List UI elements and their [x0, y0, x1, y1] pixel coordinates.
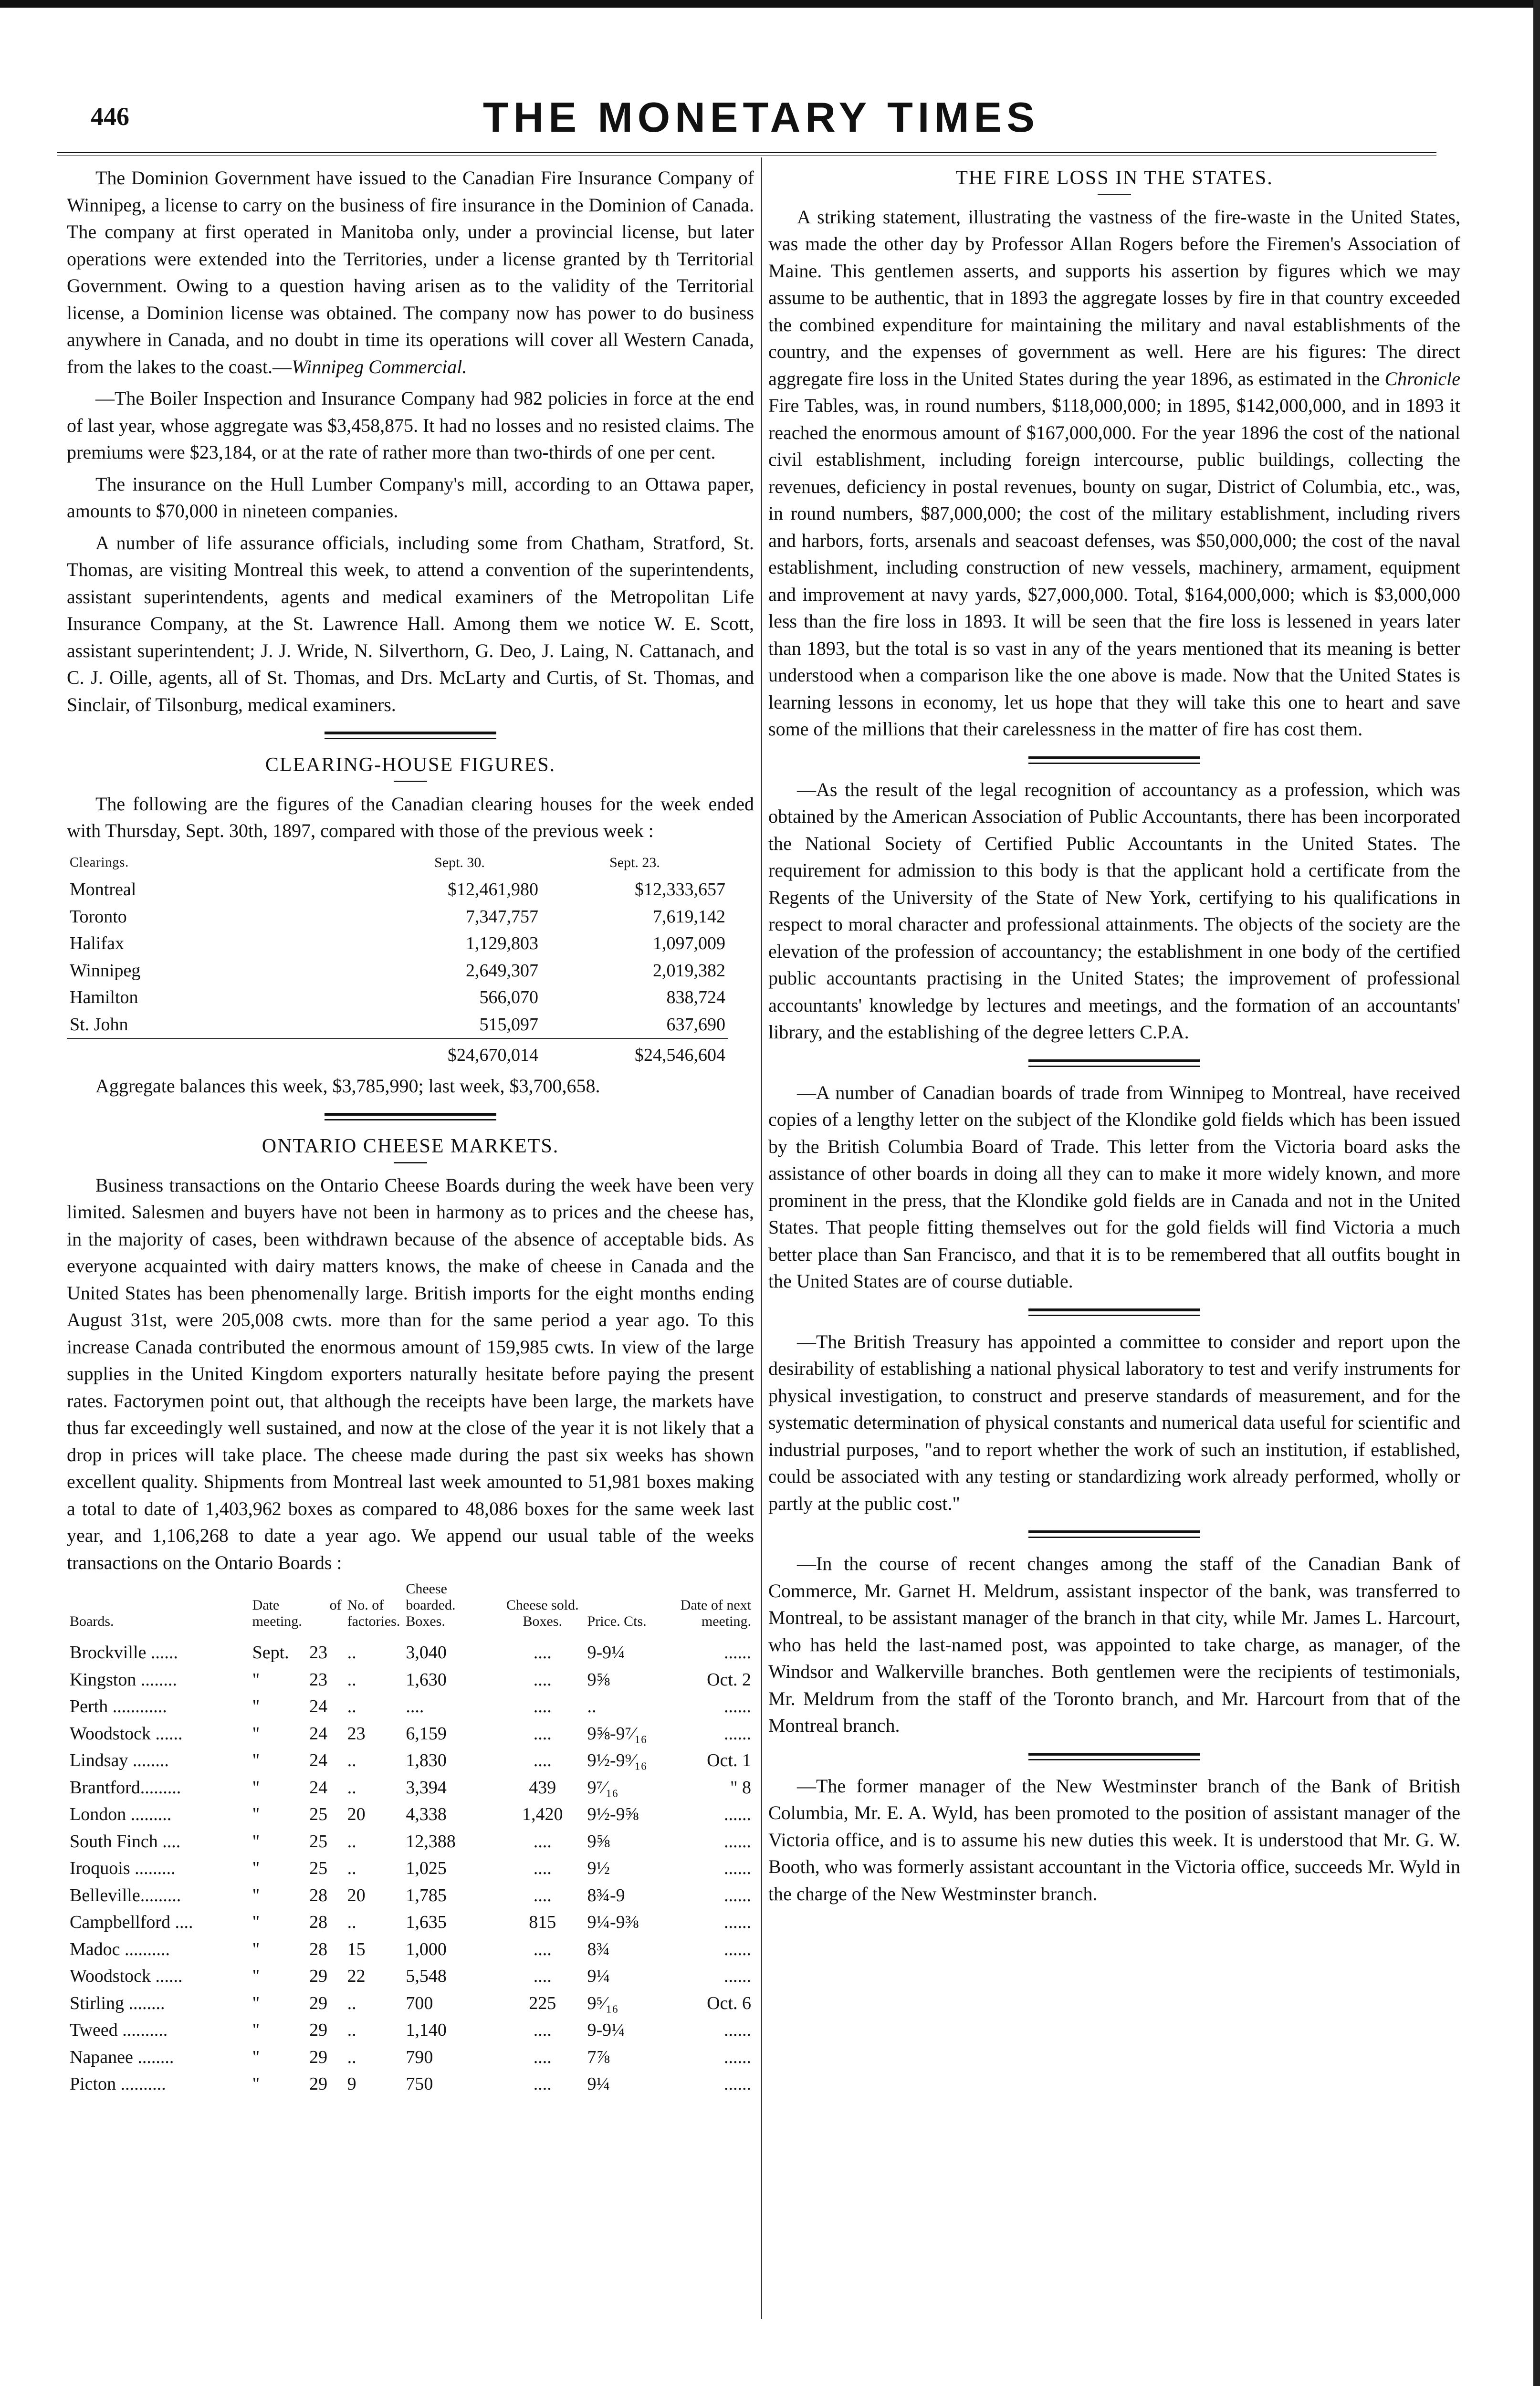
factories-count: .. [347, 2020, 356, 2040]
heading-dash [1098, 194, 1131, 195]
factories-count: 20 [347, 1885, 366, 1905]
board-name: Belleville......... [70, 1885, 181, 1905]
board-name: Madoc .......... [70, 1939, 170, 1959]
boxes-sold: 225 [529, 1993, 556, 2013]
table-row [67, 1639, 754, 1666]
meeting-day: 29 [309, 1966, 328, 1986]
aggregate-balances: Aggregate balances this week, $3,785,990; last week, $3,700,658. [95, 1075, 600, 1097]
factories-count: .. [347, 1993, 356, 2013]
left-column [67, 165, 754, 2098]
meeting-day: 25 [309, 1831, 328, 1852]
boxes-boarded: 700 [406, 1993, 433, 2013]
factories-count: .. [347, 1777, 356, 1798]
meeting-day: 25 [309, 1804, 328, 1824]
next-meeting: Oct. 2 [707, 1669, 751, 1690]
paragraph-british-treasury: —The British Treasury has appointed a committee to consider and report upon the desirability of establishing a national physical laboratory to test and verify instruments for physical investigation, to construct and preserve standards of measurement, and for the systematic determination of physical constants and numerical data useful for scientific and industrial purposes, "and to report whether the work of such an institution, if established, could be associated with any testing or standardizing work already performed, wholly or partly at the public cost." [768, 1330, 1460, 1514]
source-citation: Winnipeg Commercial. [291, 356, 467, 377]
city-name: St. John [70, 1014, 128, 1035]
price-cents: 7⅞ [587, 2047, 610, 2067]
next-meeting: ...... [724, 2047, 751, 2067]
table-row [67, 2044, 754, 2071]
city-name: Toronto [70, 906, 127, 927]
boxes-boarded: 3,394 [406, 1777, 447, 1798]
factories-count: .. [347, 1858, 356, 1878]
next-meeting: ...... [724, 1912, 751, 1932]
paragraph-hull-lumber: The insurance on the Hull Lumber Company's mill, according to an Ottawa paper, amounts to $70,000 in nineteen companies. [67, 473, 754, 522]
boxes-sold: .... [533, 2020, 552, 2040]
city-name: Montreal [70, 879, 136, 900]
board-name: Perth ............ [70, 1696, 167, 1716]
next-meeting: ...... [724, 1885, 751, 1905]
boxes-sold: .... [533, 1831, 552, 1852]
meeting-month: " [252, 2074, 260, 2094]
value-sept30: 1,129,803 [466, 933, 538, 953]
section-divider [1028, 1059, 1200, 1067]
next-meeting: ...... [724, 1939, 751, 1959]
next-meeting: ...... [724, 1696, 751, 1716]
page-number: 446 [91, 102, 129, 131]
boxes-sold: .... [533, 1750, 552, 1770]
boxes-boarded: 1,000 [406, 1939, 447, 1959]
boxes-sold: .... [533, 1966, 552, 1986]
paragraph-klondike: —A number of Canadian boards of trade from Winnipeg to Montreal, have received copies of a lengthy letter on the subject of the Klondike gold fields which has been issued by the British Columbia Board of Trade. This letter from the Victoria board asks the assistance of other boards in doing all they can to make it more widely known, and more prominent in the press, that the Klondike gold fields are in Canada and not in the United States. That people fitting themselves out for the gold fields will find Victoria a much better place than San Francisco, and that it is to be remembered that all outfits bought in the United States are of course dutiable. [768, 1081, 1460, 1292]
section-divider [1028, 756, 1200, 764]
factories-count: 15 [347, 1939, 366, 1959]
price-cents: 9½-9⅝ [587, 1804, 639, 1824]
board-name: Stirling ........ [70, 1993, 165, 2013]
boxes-sold: .... [533, 1858, 552, 1878]
meeting-day: 23 [309, 1643, 328, 1663]
paragraph-fire-insurance-license [67, 165, 754, 380]
factories-count: 22 [347, 1966, 366, 1986]
price-cents: 9⅝ [587, 1669, 610, 1690]
header-next-meeting: Date of next meeting. [680, 1597, 751, 1629]
meeting-day: 29 [309, 1993, 328, 2013]
paragraph-text: The Dominion Government have issued to the Canadian Fire Insurance Company of Winnipeg, a license to carry on the business of fire insurance in the Dominion of Canada. The company at first operated in Manitoba only, under a provincial license, but later operations were extended into the Territories, under a license granted by th Territorial Government. Owing to a question having arisen as to the validity of the Territorial license, a Dominion license was obtained. The company now has power to do business anywhere in Canada, and no doubt in time its operations will cover all Western Canada, from the lakes to the coast.— [67, 167, 754, 377]
price-cents: 9⅝ [587, 1831, 610, 1852]
heading-dash [394, 781, 427, 782]
boxes-sold: .... [533, 1939, 552, 1959]
table-row [67, 930, 728, 957]
cheese-boards-table [67, 1581, 754, 2098]
boxes-sold: 815 [529, 1912, 556, 1932]
page-header [91, 93, 1432, 146]
section-divider [1028, 1753, 1200, 1760]
meeting-month: " [252, 1993, 260, 2013]
clearing-intro: The following are the figures of the Canadian clearing houses for the week ended with Thursday, Sept. 30th, 1897, compared with those of the previous week : [67, 793, 754, 841]
meeting-month: " [252, 1939, 260, 1959]
meeting-day: 29 [309, 2020, 328, 2040]
meeting-month: " [252, 1912, 260, 1932]
table-row [67, 1855, 754, 1882]
boxes-sold: .... [533, 1669, 552, 1690]
value-sept23: 637,690 [666, 1014, 725, 1035]
board-name: Brantford......... [70, 1777, 181, 1798]
next-meeting: ...... [724, 1804, 751, 1824]
table-row [67, 903, 728, 931]
meeting-month: " [252, 1696, 260, 1716]
clearing-table [67, 849, 728, 1069]
city-name: Hamilton [70, 987, 138, 1007]
boxes-sold: .... [533, 2047, 552, 2067]
factories-count: .. [347, 1643, 356, 1663]
section-divider [325, 732, 496, 739]
total-sept23: $24,546,604 [541, 1038, 728, 1069]
meeting-day: 23 [309, 1669, 328, 1690]
table-row [67, 1909, 754, 1936]
table-row [67, 1666, 754, 1694]
table-row [67, 1011, 728, 1039]
boxes-sold: .... [533, 1885, 552, 1905]
meeting-month: " [252, 1777, 260, 1798]
masthead-title: THE MONETARY TIMES [483, 94, 1039, 141]
board-name: Woodstock ...... [70, 1966, 183, 1986]
clearing-heading: CLEARING-HOUSE FIGURES. [265, 754, 556, 776]
boxes-sold: 1,420 [522, 1804, 563, 1824]
header-boards: Boards. [70, 1613, 114, 1629]
cheese-rows [67, 1639, 754, 2098]
meeting-day: 29 [309, 2047, 328, 2067]
meeting-month: " [252, 1858, 260, 1878]
boxes-sold: .... [533, 2074, 552, 2094]
cheese-body: Business transactions on the Ontario Cheese Boards during the week have been very limited. Salesmen and buyers have not been in harmony as to prices and the cheese has, in the majority of cases, been withdrawn because of the absence of acceptable bids. As everyone acquainted with dairy matters knows, the make of cheese in Canada and the United States has been phenomenally large. British imports for the eight months ending August 31st, were 205,008 cwts. more than for the same period a year ago. To this increase Canada contributed the enormous amount of 159,985 cwts. In view of the large supplies in the United Kingdom exporters naturally hesitate before paying the present rates. Factorymen point out, that although the receipts have been large, the markets have thus far exceedingly well sustained, and now at the close of the year it is not likely that a drop in prices will take place. The cheese made during the past six weeks has shown excellent quality. Shipments from Montreal last week amounted to 51,981 boxes making a total to date of 1,403,962 boxes as compared to 48,086 boxes for the same week last year, and 1,106,268 to date a year ago. We append our usual table of the weeks transactions on the Ontario Boards : [67, 1174, 754, 1573]
price-cents: 9⁵⁄₁₆ [587, 1993, 618, 2013]
meeting-day: 28 [309, 1912, 328, 1932]
top-border [0, 0, 1540, 8]
value-sept23: 838,724 [666, 987, 725, 1007]
meeting-month: " [252, 1750, 260, 1770]
meeting-month: " [252, 1669, 260, 1690]
boxes-boarded: 5,548 [406, 1966, 447, 1986]
board-name: Lindsay ........ [70, 1750, 169, 1770]
column-divider [761, 157, 762, 2319]
heading-dash [394, 1162, 427, 1163]
col-header-sept30: Sept. 30. [434, 854, 485, 870]
header-price: Price. Cts. [587, 1613, 647, 1629]
value-sept23: $12,333,657 [635, 879, 725, 900]
col-header-sept23: Sept. 23. [609, 854, 660, 870]
board-name: Campbellford .... [70, 1912, 193, 1932]
city-name: Halifax [70, 933, 124, 953]
boxes-boarded: .... [406, 1696, 424, 1716]
factories-count: .. [347, 1669, 356, 1690]
table-row [67, 1963, 754, 1990]
boxes-boarded: 1,785 [406, 1885, 447, 1905]
factories-count: .. [347, 1750, 356, 1770]
board-name: Woodstock ...... [70, 1723, 183, 1744]
meeting-day: 24 [309, 1723, 328, 1744]
board-name: Kingston ........ [70, 1669, 177, 1690]
price-cents: 8¾ [587, 1939, 610, 1959]
next-meeting: ...... [724, 2074, 751, 2094]
meeting-month: Sept. [252, 1643, 289, 1663]
clearings-label: Clearings. [70, 855, 129, 870]
table-row [67, 1828, 754, 1855]
boxes-sold: 439 [529, 1777, 556, 1798]
header-date: Date of meeting. [252, 1597, 342, 1629]
price-cents: 9¼ [587, 1966, 610, 1986]
price-cents: 9½ [587, 1858, 610, 1878]
paragraph-new-westminster: —The former manager of the New Westminster branch of the Bank of British Columbia, Mr. E. A. Wyld, has been promoted to the position of assistant manager of the Victoria office, and is to assume his new duties this week. It is understood that Mr. G. W. Booth, who was formerly assistant accountant in the Victoria office, succeeds Mr. Wyld in the charge of the New Westminster branch. [768, 1775, 1460, 1905]
totals-row [67, 1038, 728, 1069]
boxes-sold: .... [533, 1696, 552, 1716]
factories-count: .. [347, 2047, 356, 2067]
paragraph-text: A striking statement, illustrating the vastness of the fire-waste in the United States, was made the other day by Professor Allan Rogers before the Firemen's Association of Maine. This gentlemen asserts, and supports his assertion by figures which we may assume to be authentic, that in 1893 the aggregate losses by fire in that country exceeded the combined expenditure for maintaining the military and naval establishments of the country, and the expenses of government as well. Here are his figures: The direct aggregate fire loss in the United States during the year 1896, as estimated in the [768, 206, 1460, 389]
table-row [67, 876, 728, 903]
total-sept30: $24,670,014 [378, 1038, 541, 1069]
factories-count: 20 [347, 1804, 366, 1824]
header-rule [57, 152, 1436, 156]
paragraph-life-assurance: A number of life assurance officials, including some from Chatham, Stratford, St. Thomas, are visiting Montreal this week, to attend a convention of the superintendents, assistant superintendents, agents and medical examiners of the Metropolitan Life Insurance Company, at the St. Lawrence Hall. Among them we notice W. E. Scott, assistant superintendent; J. J. Wride, N. Silverthorn, G. Deo, J. Laing, N. Cattanach, and C. J. Oille, agents, all of St. Thomas, and Drs. McLarty and Curtis, of St. Thomas, and Sinclair, of Tilsonburg, medical examiners. [67, 532, 754, 715]
boxes-boarded: 1,830 [406, 1750, 447, 1770]
table-row [67, 957, 728, 984]
factories-count: .. [347, 1912, 356, 1932]
header-sold: Cheese sold. Boxes. [506, 1597, 579, 1629]
cheese-heading: ONTARIO CHEESE MARKETS. [262, 1135, 559, 1157]
board-name: Picton .......... [70, 2074, 166, 2094]
table-row [67, 1801, 754, 1828]
meeting-month: " [252, 1804, 260, 1824]
fire-loss-body [768, 204, 1460, 743]
right-column [768, 160, 1460, 1912]
meeting-day: 24 [309, 1750, 328, 1770]
board-name: Iroquois ......... [70, 1858, 176, 1878]
factories-count: 23 [347, 1723, 366, 1744]
price-cents: 8¾-9 [587, 1885, 625, 1905]
factories-count: .. [347, 1831, 356, 1852]
value-sept30: 2,649,307 [466, 960, 538, 981]
value-sept23: 1,097,009 [653, 933, 725, 953]
meeting-day: 28 [309, 1885, 328, 1905]
value-sept30: 566,070 [479, 987, 538, 1007]
header-boarded: Cheese boarded. Boxes. [406, 1581, 456, 1629]
table-row [67, 2017, 754, 2044]
source-citation: Chronicle [1384, 367, 1460, 389]
next-meeting: ...... [724, 1966, 751, 1986]
next-meeting: Oct. 6 [707, 1993, 751, 2013]
next-meeting: ...... [724, 1723, 751, 1744]
price-cents: 9¼-9⅜ [587, 1912, 639, 1932]
paragraph-text: Fire Tables, was, in round numbers, $118,000,000; in 1895, $142,000,000, and in 1893 it reached the enormous amount of $167,000,000. For the year 1896 the cost of the national civil establishment, including foreign intercourse, public buildings, collecting the revenues, deficiency in postal revenues, bounty on sugar, District of Columbia, etc., was, in round numbers, $87,000,000; the cost of the military establishment, including rivers and harbors, forts, arsenals and seacoast defenses, was $50,000,000; the cost of the naval establishment, including construction of new vessels, machinery, armament, equipment and improvement at navy yards, $27,000,000. Total, $164,000,000; which is $3,000,000 less than the fire loss in 1893. It will be seen that the fire loss is lessened in years later than 1893, but the total is so vast in any of the years mentioned that its meaning is better understood when a comparison like the one above is made. Now that the United States is learning lessons in economy, let us hope that they will take this one to heart and save some of the millions that their carelessness in the matter of fire has cost them. [768, 395, 1460, 740]
factories-count: .. [347, 1696, 356, 1716]
table-row [67, 1747, 754, 1774]
price-cents: 9-9¼ [587, 1643, 625, 1663]
board-name: Tweed .......... [70, 2020, 168, 2040]
table-row [67, 1936, 754, 1963]
table-header-row [67, 1581, 754, 1639]
boxes-boarded: 3,040 [406, 1643, 447, 1663]
next-meeting: ...... [724, 1858, 751, 1878]
table-row [67, 1882, 754, 1909]
price-cents: 9-9¼ [587, 2020, 625, 2040]
meeting-day: 28 [309, 1939, 328, 1959]
boxes-boarded: 12,388 [406, 1831, 456, 1852]
factories-count: 9 [347, 2074, 356, 2094]
boxes-boarded: 1,025 [406, 1858, 447, 1878]
value-sept30: 7,347,757 [466, 906, 538, 927]
meeting-month: " [252, 1831, 260, 1852]
table-row [67, 1774, 754, 1801]
city-name: Winnipeg [70, 960, 141, 981]
value-sept30: 515,097 [479, 1014, 538, 1035]
meeting-day: 25 [309, 1858, 328, 1878]
next-meeting: ...... [724, 1643, 751, 1663]
boxes-sold: .... [533, 1643, 552, 1663]
board-name: Napanee ........ [70, 2047, 174, 2067]
boxes-boarded: 1,635 [406, 1912, 447, 1932]
value-sept23: 7,619,142 [653, 906, 725, 927]
table-row [67, 1720, 754, 1748]
table-row [67, 1693, 754, 1720]
meeting-day: 29 [309, 2074, 328, 2094]
boxes-boarded: 1,630 [406, 1669, 447, 1690]
boxes-boarded: 750 [406, 2074, 433, 2094]
board-name: Brockville ...... [70, 1643, 178, 1663]
paragraph-boiler-inspection: —The Boiler Inspection and Insurance Company had 982 policies in force at the end of last year, whose aggregate was $3,458,875. It had no losses and no resisted claims. The premiums were $23,184, or at the rate of rather more than two-thirds of one per cent. [67, 387, 754, 463]
fire-loss-heading: THE FIRE LOSS IN THE STATES. [955, 167, 1273, 189]
boxes-boarded: 790 [406, 2047, 433, 2067]
next-meeting: ...... [724, 1831, 751, 1852]
meeting-month: " [252, 1885, 260, 1905]
boxes-boarded: 4,338 [406, 1804, 447, 1824]
header-factories: No. of factories. [347, 1597, 400, 1629]
boxes-sold: .... [533, 1723, 552, 1744]
price-cents: 9½-9⁹⁄₁₆ [587, 1750, 647, 1770]
meeting-day: 24 [309, 1777, 328, 1798]
boxes-boarded: 1,140 [406, 2020, 447, 2040]
table-row [67, 2071, 754, 2098]
next-meeting: ...... [724, 2020, 751, 2040]
meeting-month: " [252, 2047, 260, 2067]
meeting-month: " [252, 1723, 260, 1744]
boxes-boarded: 6,159 [406, 1723, 447, 1744]
meeting-month: " [252, 2020, 260, 2040]
right-border [1533, 0, 1540, 2386]
next-meeting: Oct. 1 [707, 1750, 751, 1770]
section-divider [1028, 1530, 1200, 1538]
paragraph-bank-of-commerce: —In the course of recent changes among the staff of the Canadian Bank of Commerce, Mr. Garnet H. Meldrum, assistant inspector of the bank, was transferred to Montreal, to be assistant manager of the branch in that city, while Mr. James L. Harcourt, who has held the last-named post, was appointed to take charge, as manager, of the Windsor and Walkerville branches. Both gentlemen were the recipients of testimonials, Mr. Meldrum from the staff of the Toronto branch, and Mr. Harcourt from that of the Montreal branch. [768, 1553, 1460, 1736]
meeting-month: " [252, 1966, 260, 1986]
next-meeting: " 8 [730, 1777, 751, 1798]
price-cents: .. [587, 1696, 597, 1716]
section-divider [325, 1113, 496, 1120]
value-sept23: 2,019,382 [653, 960, 725, 981]
value-sept30: $12,461,980 [448, 879, 538, 900]
paragraph-accountancy: —As the result of the legal recognition of accountancy as a profession, which was obtained by the American Association of Public Accountants, there has been incorporated the National Society of Certified Public Accountants in the United States. The requirement for admission to this body is that the applicant hold a certificate from the Regents of the University of the State of New York, certifying to his qualifications in respect to moral character and professional attainments. The objects of the society are the elevation of the profession of accountancy; the establishment in one body of the certified public accountants practising in the United States; the improvement of professional accountants' knowledge by lectures and meetings, and the formation of an accountants' library, and the establishing of the degree letters C.P.A. [768, 778, 1460, 1043]
board-name: London ......... [70, 1804, 172, 1824]
price-cents: 9⅝-9⁷⁄₁₆ [587, 1723, 647, 1744]
table-row [67, 1990, 754, 2017]
section-divider [1028, 1308, 1200, 1316]
price-cents: 9⁷⁄₁₆ [587, 1777, 618, 1798]
table-row [67, 984, 728, 1011]
board-name: South Finch .... [70, 1831, 181, 1852]
price-cents: 9¼ [587, 2074, 610, 2094]
meeting-day: 24 [309, 1696, 328, 1716]
